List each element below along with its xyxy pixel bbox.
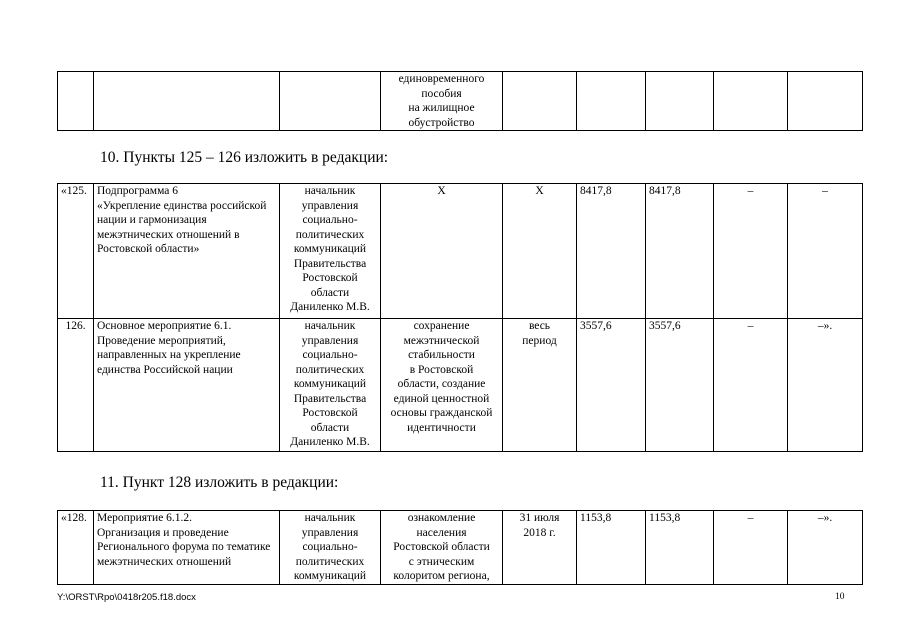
table-row — [58, 184, 863, 319]
table-row — [58, 511, 863, 585]
cell-number: «128. — [58, 511, 94, 585]
cell-name: Основное мероприятие 6.1. Проведение мероприятий, направленных на укрепление единства Российской нации — [94, 319, 280, 452]
cell-name: Подпрограмма 6 «Укрепление единства российской нации и гармонизация межэтнических отношений в Ростовской области» — [94, 184, 280, 319]
cell-value-4: –». — [788, 319, 863, 452]
table-top — [57, 71, 863, 131]
cell-period: 31 июля 2018 г. — [503, 511, 577, 585]
cell-value-3 — [714, 72, 788, 131]
section-heading-11: 11. Пункт 128 изложить в редакции: — [100, 474, 339, 491]
cell-value-2: 1153,8 — [646, 511, 714, 585]
cell-number: 126. — [58, 319, 94, 452]
table-row — [58, 319, 863, 452]
cell-result: ознакомление населения Ростовской области с этническим колоритом региона, — [381, 511, 503, 585]
cell-value-1 — [577, 72, 646, 131]
cell-number — [58, 72, 94, 131]
cell-value-1: 8417,8 — [577, 184, 646, 319]
cell-name: Мероприятие 6.1.2. Организация и проведение Регионального форума по тематике межэтнических отношений — [94, 511, 280, 585]
cell-value-3: – — [714, 319, 788, 452]
footer-file-path: Y:\ORST\Rpo\0418r205.f18.docx — [57, 592, 196, 603]
cell-result: единовременного пособия на жилищное обустройство — [381, 72, 503, 131]
cell-value-3: – — [714, 184, 788, 319]
cell-number: «125. — [58, 184, 94, 319]
cell-responsible — [280, 72, 381, 131]
cell-responsible: начальник управления социально- политических коммуникаций Правительства Ростовской области Даниленко М.В. — [280, 319, 381, 452]
cell-value-2: 3557,6 — [646, 319, 714, 452]
table-row — [58, 72, 863, 131]
cell-value-4 — [788, 72, 863, 131]
cell-value-2: 8417,8 — [646, 184, 714, 319]
cell-value-4: –». — [788, 511, 863, 585]
cell-value-2 — [646, 72, 714, 131]
cell-period: Х — [503, 184, 577, 319]
cell-name — [94, 72, 280, 131]
cell-period: весь период — [503, 319, 577, 452]
cell-value-3: – — [714, 511, 788, 585]
cell-value-4: – — [788, 184, 863, 319]
cell-responsible: начальник управления социально- политических коммуникаций — [280, 511, 381, 585]
cell-value-1: 1153,8 — [577, 511, 646, 585]
cell-result: Х — [381, 184, 503, 319]
cell-value-1: 3557,6 — [577, 319, 646, 452]
cell-responsible: начальник управления социально- политических коммуникаций Правительства Ростовской области Даниленко М.В. — [280, 184, 381, 319]
section-heading-10: 10. Пункты 125 – 126 изложить в редакции: — [100, 149, 389, 166]
table-bottom — [57, 510, 863, 585]
page-number: 10 — [835, 592, 845, 602]
cell-result: сохранение межэтнической стабильности в Ростовской области, создание единой ценностной основы гражданской идентичности — [381, 319, 503, 452]
cell-period — [503, 72, 577, 131]
table-middle — [57, 183, 863, 452]
